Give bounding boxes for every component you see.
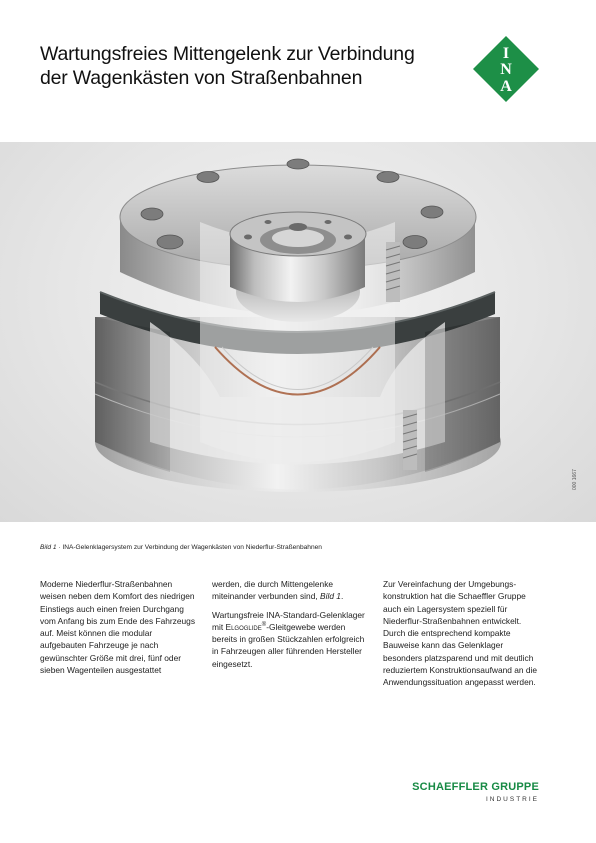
caption-text: · INA-Gelenklagersystem zur Verbindung der Wagenkästen von Niederflur-Straßenbahnen bbox=[56, 544, 322, 551]
col2-p2-a: Wartungsfreie INA-Standard-Gelenklager mit bbox=[212, 609, 365, 632]
ina-logo bbox=[473, 36, 539, 102]
body-column-3 bbox=[383, 578, 543, 689]
col2-p1-end: . bbox=[340, 591, 344, 602]
col2-p2-registered: ® bbox=[261, 622, 267, 629]
footer-brand bbox=[412, 781, 539, 803]
logo-letter-a: A bbox=[500, 78, 512, 95]
image-code: 000 1667 bbox=[572, 469, 578, 490]
caption-label: Bild 1 bbox=[40, 544, 57, 551]
col2-p2-brand: Elgoglide bbox=[225, 621, 262, 632]
title-line-2: der Wagenkästen von Straßenbahnen bbox=[40, 67, 363, 89]
col1-paragraph: Moderne Niederflur-Straßenbahnen weisen neben dem Komfort des niedrigen Einstiegs auch einen freien Durchgang vom Anfang bis zum Ende des Fahrzeugs auf. Meist können die modular aufgebauten Fahrzeuge je nach gewünschter Größe mit drei, fünf oder sieben Wagenteilen ausgestattet bbox=[40, 579, 196, 676]
brand-name: SCHAEFFLER GRUPPE bbox=[412, 781, 539, 793]
page-title bbox=[40, 42, 460, 90]
bearing-illustration bbox=[0, 142, 596, 522]
col2-p1-figure-ref: Bild 1 bbox=[320, 591, 341, 602]
body-column-2 bbox=[212, 578, 372, 670]
logo-letter-n: N bbox=[500, 61, 512, 78]
logo-letter-i: I bbox=[502, 45, 510, 62]
title-line-1: Wartungsfreies Mittengelenk zur Verbindung bbox=[40, 43, 415, 65]
col2-p1-text: werden, die durch Mittengelenke miteinander verbunden sind, bbox=[212, 579, 334, 602]
product-photo bbox=[0, 142, 596, 522]
col3-paragraph: Zur Vereinfachung der Umgebungskonstruktion hat die Schaeffler Gruppe auch ein Lagersystem speziell für Niederflur-Straßenbahnen entwickelt. Durch die entsprechend kompakte Bauweise kann das Gelenklager besonders platzsparend und mit deutlich reduziertem Konstruktionsaufwand an die Anwendungssituation angepasst werden. bbox=[383, 579, 538, 688]
col2-p2-b: -Gleitgewebe werden bereits in großen Stückzahlen erfolgreich in Fahrzeugen aller führenden Hersteller eingesetzt. bbox=[212, 621, 365, 669]
figure-caption bbox=[40, 544, 322, 551]
brand-division: INDUSTRIE bbox=[485, 796, 539, 803]
col2-paragraph-1 bbox=[212, 578, 372, 603]
col2-paragraph-2 bbox=[212, 609, 372, 670]
body-column-1 bbox=[40, 578, 200, 676]
